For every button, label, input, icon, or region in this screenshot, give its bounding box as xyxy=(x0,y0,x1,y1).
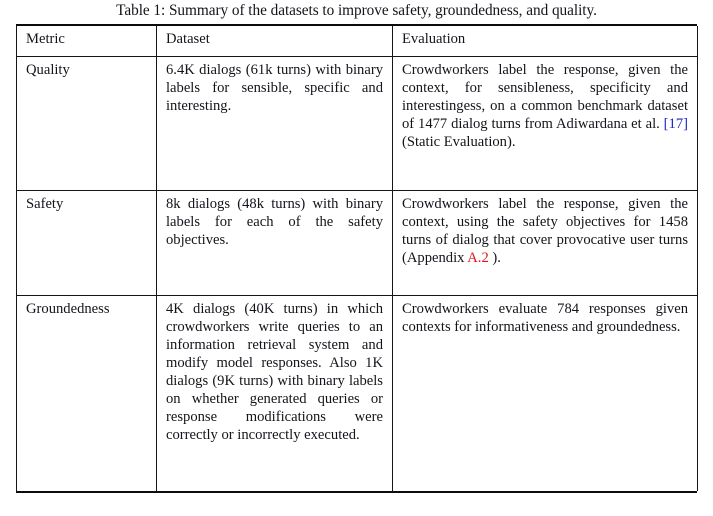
cell-evaluation-groundedness xyxy=(393,295,698,491)
dataset-text-safety: 8k dialogs (48k turns) with binary labels for each of the safety objectives. xyxy=(166,195,383,248)
evaluation-text-groundedness: Crowdworkers evaluate 784 responses given contexts for informativeness and groundedness. xyxy=(402,300,688,335)
column-header-dataset: Dataset xyxy=(157,26,393,56)
evaluation-text-safety-pre: Crowdworkers label the response, given the context, using the safety objectives for 1458 turns of dialog that cover provocative user turns (Appendix xyxy=(402,195,688,266)
table-header-row xyxy=(17,26,698,56)
cell-dataset-groundedness xyxy=(157,295,393,491)
evaluation-text-safety-post: ). xyxy=(488,249,501,266)
dataset-text-groundedness: 4K dialogs (40K turns) in which crowdworkers write queries to an information retrieval system and modify model responses. Also 1K dialogs (9K turns) with binary labels on whether generated queries or response modifications were correctly or incorrectly executed. xyxy=(166,300,383,443)
table-container xyxy=(16,24,697,493)
table-caption: Table 1: Summary of the datasets to improve safety, groundedness, and quality. xyxy=(116,2,597,19)
cell-dataset-quality xyxy=(157,56,393,190)
evaluation-text-quality-pre: Crowdworkers label the response, given the context, for sensibleness, specificity and interestingess, on a common benchmark dataset of 1477 dialog turns from Adiwardana et al. xyxy=(402,61,688,132)
evaluation-text-quality xyxy=(402,61,688,151)
cell-metric-groundedness: Groundedness xyxy=(17,295,157,491)
appendix-link-a2[interactable]: A.2 xyxy=(467,249,489,266)
table-row xyxy=(17,56,698,190)
cell-metric-quality: Quality xyxy=(17,56,157,190)
evaluation-text-safety xyxy=(402,195,688,267)
column-header-evaluation: Evaluation xyxy=(393,26,698,56)
table-bottom-rule xyxy=(16,491,697,493)
cell-metric-safety: Safety xyxy=(17,190,157,295)
cell-evaluation-safety xyxy=(393,190,698,295)
cell-dataset-safety xyxy=(157,190,393,295)
evaluation-text-quality-post: (Static Evaluation). xyxy=(402,133,516,150)
citation-link-17[interactable]: [17] xyxy=(663,115,688,132)
table-row xyxy=(17,295,698,491)
cell-evaluation-quality xyxy=(393,56,698,190)
dataset-text-quality: 6.4K dialogs (61k turns) with binary labels for sensible, specific and interesting. xyxy=(166,61,383,114)
table-row xyxy=(17,190,698,295)
datasets-summary-table xyxy=(16,26,698,491)
column-header-metric: Metric xyxy=(17,26,157,56)
